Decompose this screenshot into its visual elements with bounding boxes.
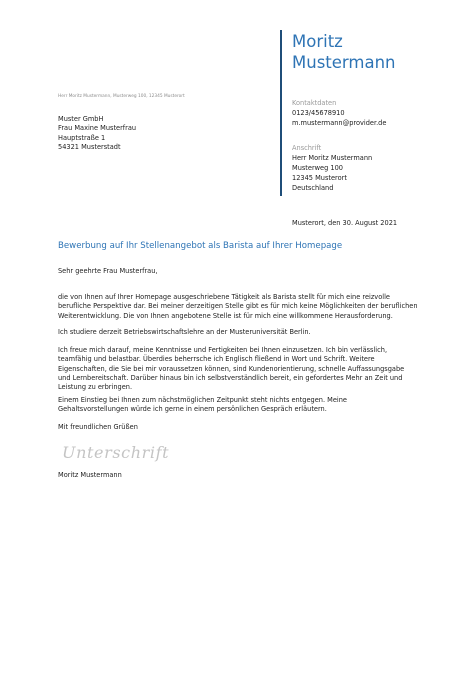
- recipient-line: Frau Maxine Musterfrau: [58, 124, 137, 133]
- sender-return-line: Herr Moritz Mustermann, Musterweg 100, 12345 Musterort: [58, 94, 185, 99]
- letter-subject: Bewerbung auf Ihr Stellenangebot als Barista auf Ihrer Homepage: [58, 241, 343, 251]
- contact-email: m.mustermann@provider.de: [292, 119, 387, 127]
- paragraph-motivation: [58, 293, 418, 321]
- letter-date: Musterort, den 30. August 2021: [292, 219, 398, 227]
- address-label: Anschrift: [292, 144, 322, 152]
- applicant-name: [292, 31, 396, 73]
- paragraph-text: Einem Einstieg bei Ihnen zum nächstmöglichen Zeitpunkt steht nichts entgegen. Meine Gehaltsvorstellungen würde ich gerne in einem persönlichen Gespräch erläutern.: [58, 396, 347, 414]
- contact-label: Kontaktdaten: [292, 99, 337, 107]
- address-line: Deutschland: [292, 184, 334, 192]
- recipient-line: 54321 Musterstadt: [58, 143, 121, 152]
- last-name: Mustermann: [292, 53, 396, 72]
- first-name: Moritz: [292, 32, 343, 51]
- paragraph-text: die von Ihnen auf Ihrer Homepage ausgeschriebene Tätigkeit als Barista stellt für mich eine reizvolle berufliche Perspektive dar. Bei meiner derzeitigen Stelle gibt es für mich keine Möglichkeiten der beruflichen Weiterentwicklung. Die von Ihnen angebotene Stelle ist für mich eine willkommene Herausforderung.: [58, 293, 418, 320]
- address-line: 12345 Musterort: [292, 174, 347, 182]
- closing: Mit freundlichen Grüßen: [58, 423, 138, 431]
- recipient-line: Muster GmbH: [58, 115, 104, 123]
- paragraph-text: Ich freue mich darauf, meine Kenntnisse und Fertigkeiten bei Ihnen einzusetzen. Ich bin verlässlich, teamfähig und belastbar. Überdies beherrsche ich Englisch fließend in Wort und Schrift. Weitere Eigenschaften, die Sie bei mir voraussetzen können, sind Kundenorientierung, schnelle Auffassungsgabe und Lernbereitschaft. Darüber hinaus bin ich selbstverständlich bereit, ein gefordertes Mehr an Zeit und Leistung zu erbringen.: [58, 346, 405, 392]
- contact-phone: 0123/45678910: [292, 109, 345, 117]
- paragraph-studies: [58, 328, 418, 337]
- header-divider-line: [280, 30, 282, 196]
- paragraph-text: Ich studiere derzeit Betriebswirtschaftslehre an der Musteruniversität Berlin.: [58, 328, 311, 336]
- address-line: Musterweg 100: [292, 164, 343, 172]
- paragraph-skills: [58, 346, 418, 392]
- recipient-address: [58, 115, 136, 153]
- salutation: Sehr geehrte Frau Musterfrau,: [58, 267, 158, 275]
- address-line: Herr Moritz Mustermann: [292, 154, 373, 162]
- recipient-line: Hauptstraße 1: [58, 133, 106, 142]
- paragraph-availability: [58, 396, 418, 415]
- signature-image: Unterschrift: [62, 443, 170, 462]
- signer-name: Moritz Mustermann: [58, 471, 122, 479]
